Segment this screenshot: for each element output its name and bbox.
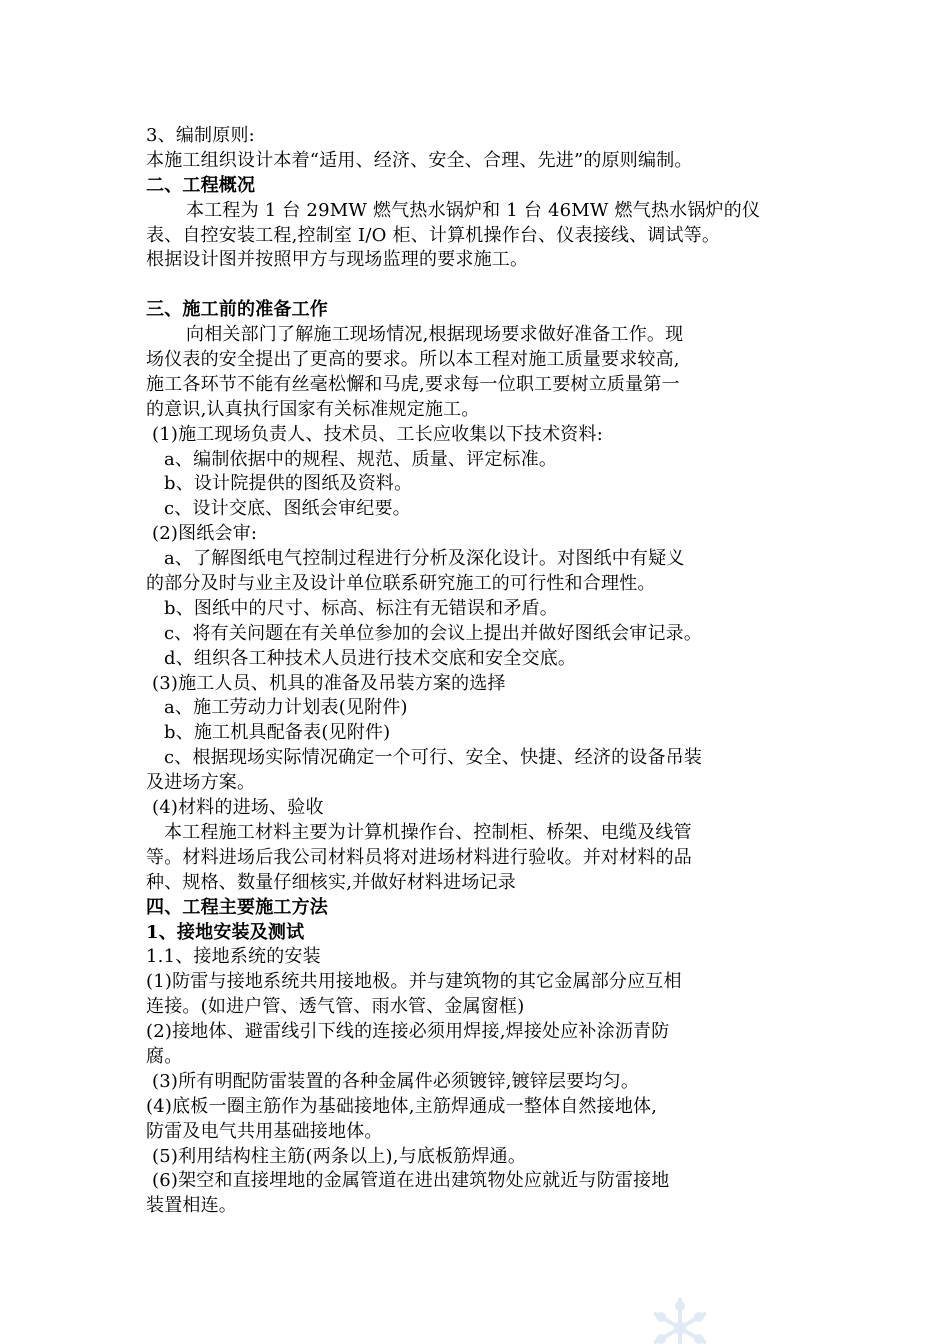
sub-item: a、了解图纸电气控制过程进行分析及深化设计。对图纸中有疑义: [164, 548, 685, 570]
sub-item: c、设计交底、图纸会审纪要。: [164, 498, 411, 520]
overview-heading: 二、工程概况: [146, 174, 256, 196]
overview-line: 表、自控安装工程,控制室 I/O 柜、计算机操作台、仪表接线、调试等。: [146, 224, 721, 246]
preparation-heading: 三、施工前的准备工作: [146, 299, 328, 321]
grounding-subheading: 1.1、接地系统的安装: [146, 946, 321, 968]
sub-item: b、设计院提供的图纸及资料。: [164, 473, 413, 495]
item-heading: (3)施工人员、机具的准备及吊装方案的选择: [152, 672, 506, 694]
grounding-item: (2)接地体、避雷线引下线的连接必须用焊接,焊接处应补涂沥青防: [146, 1021, 670, 1043]
sub-item: c、将有关问题在有关单位参加的会议上提出并做好图纸会审记录。: [164, 622, 703, 644]
preparation-line: 向相关部门了解施工现场情况,根据现场要求做好准备工作。现: [186, 324, 684, 346]
preparation-line: 场仪表的安全提出了更高的要求。所以本工程对施工质量要求较高,: [146, 349, 680, 371]
sub-item: a、编制依据中的规程、规范、质量、评定标准。: [164, 448, 558, 470]
materials-line: 种、规格、数量仔细核实,并做好材料进场记录: [146, 871, 516, 893]
principle-body: 本施工组织设计本着“适用、经济、安全、合理、先进”的原则编制。: [146, 149, 693, 171]
grounding-item-continuation: 腐。: [146, 1045, 183, 1067]
grounding-item-continuation: 连接。(如进户管、透气管、雨水管、金属窗框): [146, 996, 525, 1018]
overview-line: 根据设计图并按照甲方与现场监理的要求施工。: [146, 249, 529, 271]
sub-item: d、组织各工种技术人员进行技术交底和安全交底。: [164, 647, 577, 669]
blank-line: [146, 273, 816, 298]
sub-item: b、施工机具配备表(见附件): [164, 722, 391, 744]
grounding-heading: 1、接地安装及测试: [146, 921, 305, 943]
item-heading: (1)施工现场负责人、技术员、工长应收集以下技术资料:: [152, 423, 603, 445]
grounding-item-continuation: 防雷及电气共用基础接地体。: [146, 1120, 383, 1142]
grounding-item: (3)所有明配防雷装置的各种金属件必须镀锌,镀锌层要均匀。: [152, 1070, 640, 1092]
overview-line: 本工程为 1 台 29MW 燃气热水锅炉和 1 台 46MW 燃气热水锅炉的仪: [186, 199, 761, 221]
snowflake-watermark-icon: [640, 1288, 720, 1344]
materials-line: 等。材料进场后我公司材料员将对进场材料进行验收。并对材料的品: [146, 846, 692, 868]
preparation-line: 施工各环节不能有丝毫松懈和马虎,要求每一位职工要树立质量第一: [146, 373, 680, 395]
sub-item: c、根据现场实际情况确定一个可行、安全、快捷、经济的设备吊装: [164, 747, 703, 769]
sub-item: b、图纸中的尺寸、标高、标注有无错误和矛盾。: [164, 597, 558, 619]
grounding-item: (1)防雷与接地系统共用接地极。并与建筑物的其它金属部分应互相: [146, 971, 682, 993]
document-page: [146, 124, 816, 1219]
grounding-item: (5)利用结构柱主筋(两条以上),与底板筋焊通。: [152, 1145, 527, 1167]
item-heading: (4)材料的进场、验收: [152, 797, 324, 819]
sub-item: a、施工劳动力计划表(见附件): [164, 697, 408, 719]
principle-heading: 3、编制原则:: [146, 125, 255, 146]
grounding-item: (6)架空和直接埋地的金属管道在进出建筑物处应就近与防雷接地: [152, 1170, 670, 1192]
grounding-item: (4)底板一圈主筋作为基础接地体,主筋焊通成一整体自然接地体,: [146, 1095, 658, 1117]
preparation-line: 的意识,认真执行国家有关标准规定施工。: [146, 398, 480, 420]
materials-line: 本工程施工材料主要为计算机操作台、控制柜、桥架、电缆及线管: [164, 821, 692, 843]
item-heading: (2)图纸会审:: [152, 523, 258, 545]
methods-heading: 四、工程主要施工方法: [146, 896, 328, 918]
sub-item-continuation: 及进场方案。: [146, 772, 256, 794]
grounding-item-continuation: 装置相连。: [146, 1195, 237, 1217]
sub-item-continuation: 的部分及时与业主及设计单位联系研究施工的可行性和合理性。: [146, 573, 656, 595]
